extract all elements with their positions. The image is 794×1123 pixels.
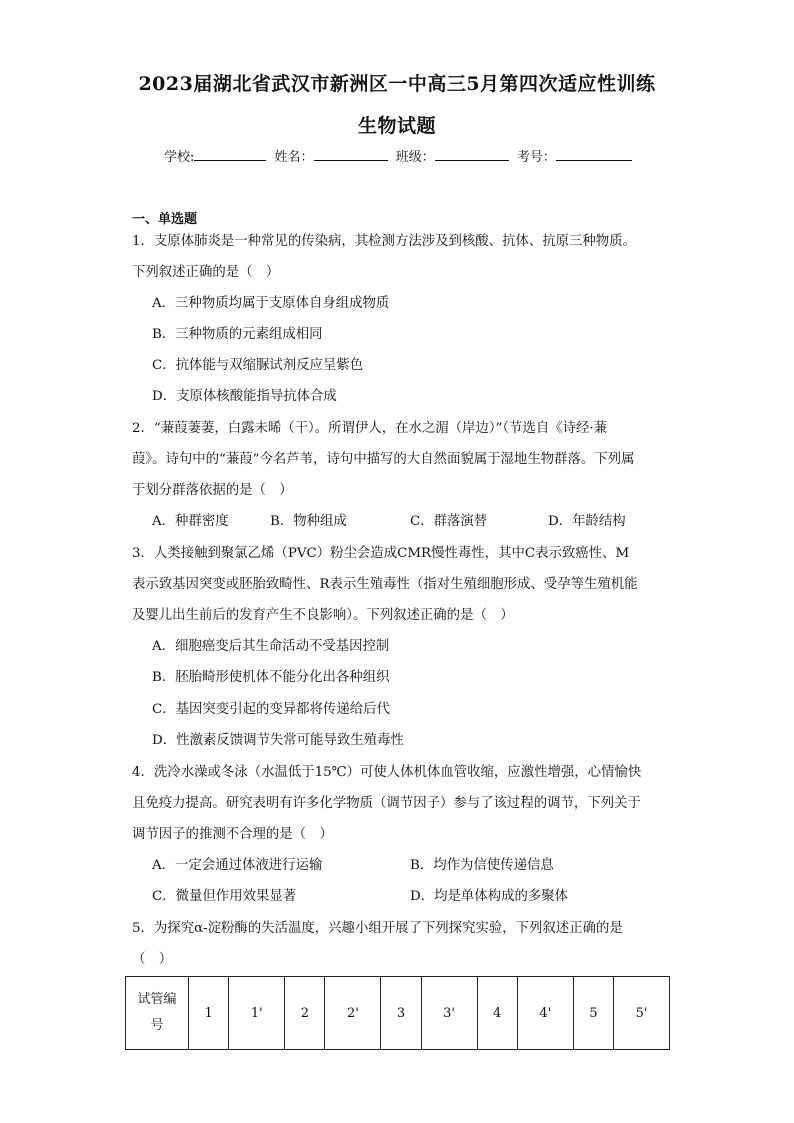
school-blank[interactable] <box>194 148 266 161</box>
table-cell-4prime: 4' <box>517 977 573 1050</box>
class-blank[interactable] <box>435 148 509 161</box>
table-header-cell <box>126 977 189 1050</box>
table-cell-5: 5 <box>573 977 613 1050</box>
q2-option-b: B．物种组成 <box>270 514 347 529</box>
q5-stem-line2: （ ） <box>132 952 173 967</box>
exam-no-label: 考号： <box>516 150 556 165</box>
q4-stem-line3: 调节因子的推测不合理的是（ ） <box>132 827 333 842</box>
table-cell-2: 2 <box>285 977 325 1050</box>
q1-option-b: B．三种物质的元素组成相同 <box>152 327 323 342</box>
table-cell-3prime: 3' <box>421 977 477 1050</box>
name-label: 姓名： <box>274 150 314 165</box>
q3-option-c: C．基因突变引起的变异都将传递给后代 <box>152 702 390 717</box>
q1-option-d: D．支原体核酸能指导抗体合成 <box>152 389 337 404</box>
table-cell-2prime: 2' <box>325 977 381 1050</box>
exam-subject-title: 生物试题 <box>357 115 436 137</box>
q4-option-b: B．均作为信使传递信息 <box>410 858 554 873</box>
q2-option-c: C．群落演替 <box>410 514 488 529</box>
experiment-table <box>125 976 670 1050</box>
q4-option-d: D．均是单体构成的多聚体 <box>410 889 569 904</box>
q3-option-a: A．细胞癌变后其生命活动不受基因控制 <box>152 639 390 654</box>
table-cell-1prime: 1' <box>229 977 285 1050</box>
table-cell-4: 4 <box>477 977 517 1050</box>
table-row <box>126 977 670 1050</box>
q1-stem-line2: 下列叙述正确的是（ ） <box>132 265 280 280</box>
q1-stem-line1: 1．支原体肺炎是一种常见的传染病，其检测方法涉及到核酸、抗体、抗原三种物质。 <box>132 234 636 249</box>
exam-no-blank[interactable] <box>556 148 632 161</box>
table-cell-3: 3 <box>381 977 421 1050</box>
q2-option-d: D．年龄结构 <box>548 514 626 529</box>
q4-option-a: A．一定会通过体液进行运输 <box>152 858 323 873</box>
q3-stem-line2: 表示致基因突变或胚胎致畸性、R表示生殖毒性（指对生殖细胞形成、受孕等生殖机能 <box>132 577 638 592</box>
table-header-line2: 号 <box>150 1018 164 1033</box>
q3-stem-line1: 3．人类接触到聚氯乙烯（PVC）粉尘会造成CMR慢性毒性，其中C表示致癌性、M <box>132 546 630 561</box>
q1-option-c: C．抗体能与双缩脲试剂反应呈紫色 <box>152 358 364 373</box>
student-info-line <box>164 146 644 165</box>
q3-stem-line3: 及婴儿出生前后的发育产生不良影响）。下列叙述正确的是（ ） <box>132 608 514 623</box>
q4-stem-line2: 且免疫力提高。研究表明有许多化学物质（调节因子）参与了该过程的调节，下列关于 <box>132 796 641 811</box>
q5-stem-line1: 5．为探究α-淀粉酶的失活温度，兴趣小组开展了下列探究实验，下列叙述正确的是 <box>132 921 623 936</box>
table-header-line1: 试管编 <box>137 992 177 1007</box>
q4-stem-line1: 4．洗冷水澡或冬泳（水温低于15℃）可使人体机体血管收缩，应激性增强，心情愉快 <box>132 765 642 780</box>
name-blank[interactable] <box>314 148 388 161</box>
q2-option-a: A．种群密度 <box>152 514 229 529</box>
school-label: 学校: <box>164 150 195 165</box>
q4-option-c: C．微量但作用效果显著 <box>152 889 297 904</box>
section-title: 一、单选题 <box>132 212 198 227</box>
table-cell-1: 1 <box>189 977 229 1050</box>
q1-option-a: A．三种物质均属于支原体自身组成物质 <box>152 296 390 311</box>
q2-stem-line1: 2．“蒹葭萋萋，白露未晞（干）。所谓伊人，在水之湄（岸边）”（节选自《诗经·蒹 <box>132 421 608 436</box>
q3-option-b: B．胚胎畸形使机体不能分化出各种组织 <box>152 670 390 685</box>
table-cell-5prime: 5' <box>614 977 670 1050</box>
q2-stem-line2: 葭》。诗句中的“蒹葭”今名芦苇，诗句中描写的大自然面貌属于湿地生物群落。下列属 <box>132 452 635 467</box>
class-label: 班级： <box>395 150 435 165</box>
exam-title: 2023届湖北省武汉市新洲区一中高三5月第四次适应性训练 <box>138 73 656 95</box>
q3-option-d: D．性激素反馈调节失常可能导致生殖毒性 <box>152 733 404 748</box>
q2-stem-line3: 于划分群落依据的是（ ） <box>132 483 293 498</box>
